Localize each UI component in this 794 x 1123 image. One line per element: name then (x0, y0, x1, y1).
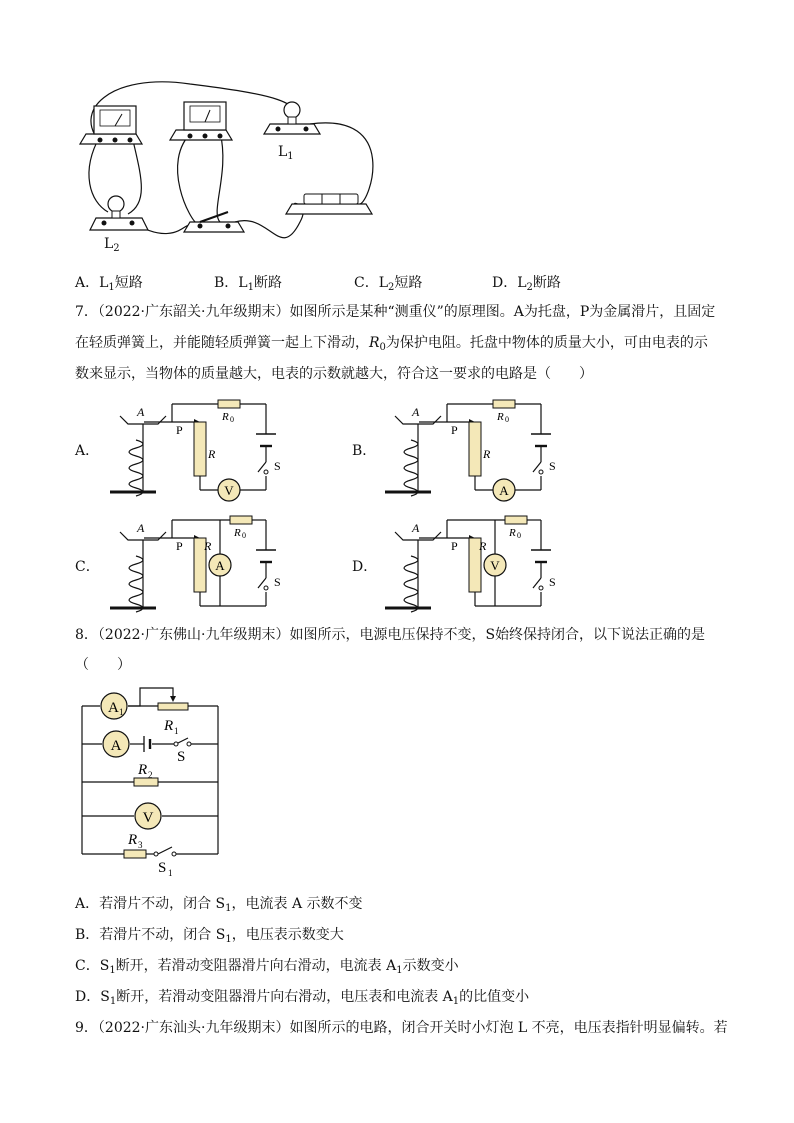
meter-label: A (215, 558, 225, 573)
q7-stem-line-1: 7．（2022·广东韶关·九年级期末）如图所示是某种“测重仪”的原理图。A为托盘，P为金属滑片，且固定 (75, 304, 716, 320)
q7-stem-line-2: 在轻质弹簧上，并能随轻质弹簧一起上下滑动，$R_0$为保护电阻。托盘中物体的质量大小，可由电表的示 (75, 335, 708, 353)
q6-option-d[interactable]: D．$L_2$断路 (492, 275, 561, 293)
wire (310, 123, 373, 204)
knife-switch (184, 212, 244, 232)
wire (89, 136, 108, 212)
svg-text:2: 2 (148, 770, 153, 780)
svg-text:S: S (274, 575, 281, 589)
meter-left (80, 106, 142, 144)
svg-text:R: R (138, 762, 148, 778)
svg-text:A: A (137, 521, 145, 535)
svg-text:R: R (497, 411, 504, 423)
svg-text:1: 1 (119, 707, 124, 717)
svg-text:P: P (176, 539, 183, 553)
wire (128, 136, 141, 214)
label-l2: $L_2$ (104, 236, 120, 254)
meter-label: V (490, 558, 500, 573)
wire (217, 132, 223, 222)
ammeter-a-label: A (110, 738, 122, 754)
svg-text:S: S (274, 459, 281, 473)
q8-stem-line-2: （ ） (75, 657, 131, 673)
meter-label: V (224, 483, 234, 498)
svg-text:R: R (204, 539, 212, 553)
svg-text:S: S (549, 575, 556, 589)
q6-option-a[interactable]: A．$L_1$短路 (75, 275, 143, 293)
q8-circuit (78, 684, 228, 880)
svg-text:R: R (483, 447, 491, 461)
q7-option-a-letter[interactable]: A． (75, 443, 100, 459)
svg-text:S: S (177, 749, 186, 765)
svg-text:A: A (412, 405, 420, 419)
svg-text:P: P (176, 423, 183, 437)
q7-option-d-letter[interactable]: D． (352, 559, 378, 575)
svg-text:1: 1 (168, 868, 173, 878)
q6-circuit-illustration (70, 72, 390, 262)
svg-text:R: R (128, 832, 138, 848)
svg-text:0: 0 (230, 415, 234, 424)
label-l1: $L_1$ (278, 144, 294, 162)
q7-circuit-c[interactable] (100, 508, 290, 620)
q6-option-b[interactable]: B．$L_1$断路 (214, 275, 282, 293)
svg-text:P: P (451, 539, 458, 553)
svg-text:3: 3 (138, 840, 143, 850)
meter-right (170, 102, 232, 140)
q6-option-c[interactable]: C．$L_2$短路 (354, 275, 423, 293)
voltmeter-label: V (142, 810, 154, 826)
q7-option-c-letter[interactable]: C． (75, 559, 100, 575)
meter-label: A (499, 483, 509, 498)
q7-circuit-b[interactable] (375, 392, 565, 504)
q9-stem-line-1: 9．（2022·广东汕头·九年级期末）如图所示的电路，闭合开关时小灯泡 L 不亮，电压表指针明显偏转。若 (75, 1020, 728, 1036)
q8-option-c[interactable]: C．$S_1$断开，若滑动变阻器滑片向右滑动，电流表 $A_1$示数变小 (75, 958, 459, 976)
ammeter-a1-label: A (108, 700, 119, 716)
battery-box (286, 194, 372, 214)
svg-text:R: R (164, 718, 174, 734)
svg-text:1: 1 (174, 726, 179, 736)
bulb-l1 (264, 102, 320, 134)
svg-text:0: 0 (517, 531, 521, 540)
svg-text:P: P (451, 423, 458, 437)
svg-text:A: A (137, 405, 145, 419)
q8-option-a[interactable]: A．若滑片不动，闭合 $S_1$，电流表 A 示数不变 (75, 896, 363, 914)
q7-option-b-letter[interactable]: B． (352, 443, 377, 459)
q7-circuit-a[interactable] (100, 392, 290, 504)
svg-text:R: R (222, 411, 229, 423)
q8-stem-line-1: 8．（2022·广东佛山·九年级期末）如图所示，电源电压保持不变，S始终保持闭合，以下说法正确的是 (75, 627, 706, 643)
svg-text:S: S (549, 459, 556, 473)
svg-text:R: R (479, 539, 487, 553)
wire (178, 132, 198, 224)
svg-text:A: A (412, 521, 420, 535)
q7-stem-line-3: 数来显示，当物体的质量越大，电表的示数就越大，符合这一要求的电路是（ ） (75, 366, 593, 382)
svg-text:R: R (208, 447, 216, 461)
svg-text:S: S (158, 860, 167, 876)
svg-text:0: 0 (505, 415, 509, 424)
svg-text:R: R (509, 527, 516, 539)
q7-circuit-d[interactable] (375, 508, 565, 620)
q8-option-b[interactable]: B．若滑片不动，闭合 $S_1$，电压表示数变大 (75, 927, 344, 945)
q8-option-d[interactable]: D．$S_1$断开，若滑动变阻器滑片向右滑动，电压表和电流表 $A_1$的比值变小 (75, 989, 530, 1007)
svg-text:R: R (234, 527, 241, 539)
svg-text:0: 0 (242, 531, 246, 540)
